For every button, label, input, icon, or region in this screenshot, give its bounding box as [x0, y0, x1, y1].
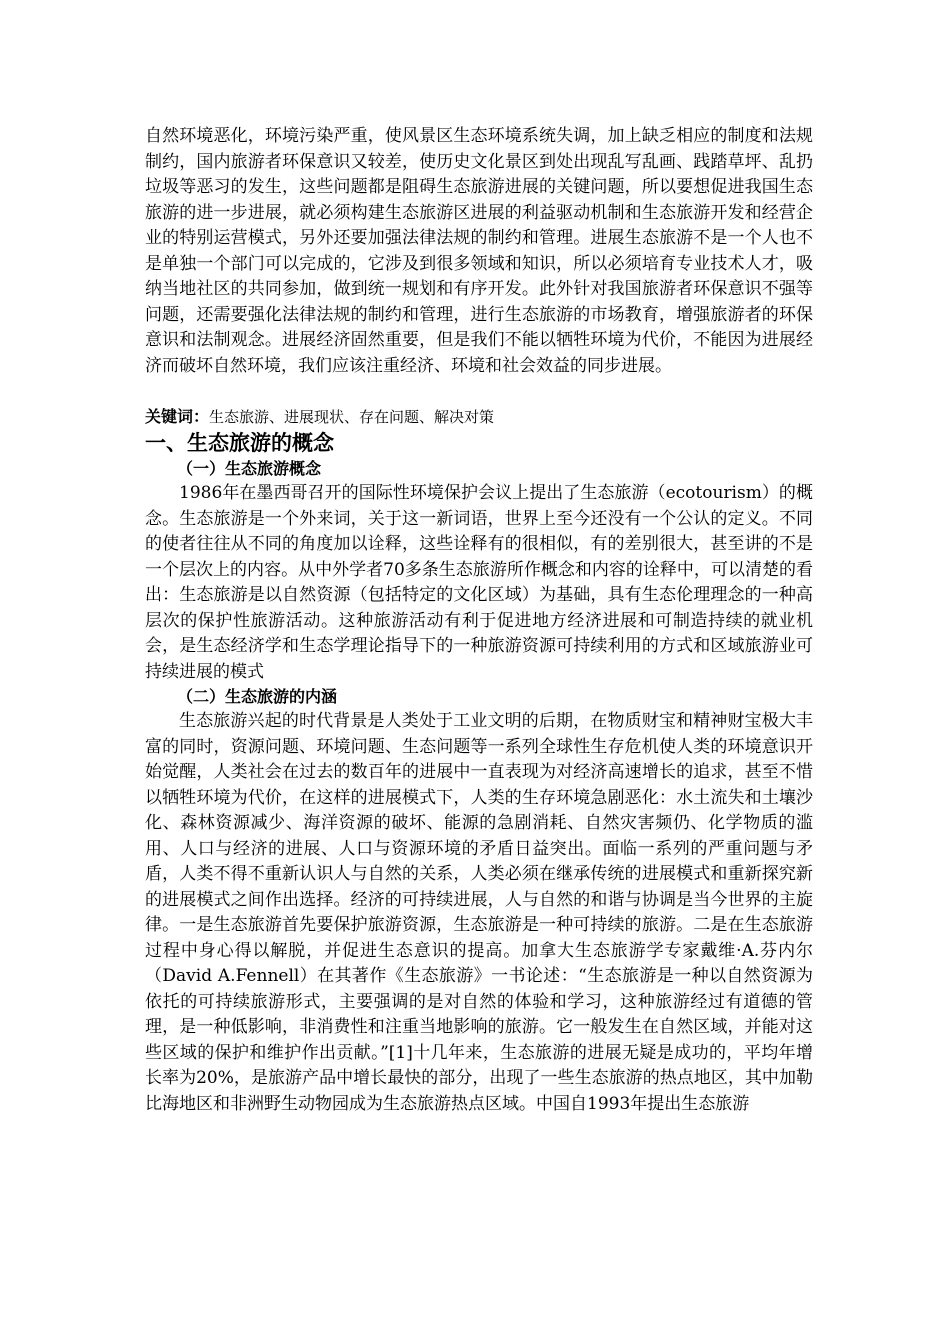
- subsection-title-2: （二）生态旅游的内涵: [177, 687, 338, 706]
- subsection-paragraph-2: 生态旅游兴起的时代背景是人类处于工业文明的后期，在物质财宝和精神财宝极大丰富的同时，资源问题、环境问题、生态问题等一系列全球性生存危机使人类的环境意识开始觉醒，人类社会在过去的数百年的进展中一直表现为对经济高速增长的追求，甚至不惜以牺牲环境为代价，在这样的进展模式下，人类的生存环境急剧恶化：水土流失和土壤沙化、森林资源减少、海洋资源的破坏、能源的急剧消耗、自然灾害频仍、化学物质的滥用、人口与经济的进展、人口与资源环境的矛盾日益突出。面临一系列的严重问题与矛盾，人类不得不重新认识人与自然的关系，人类必须在继承传统的进展模式和重新探究新的进展模式之间作出选择。经济的可持续进展，人与自然的和谐与协调是当今世界的主旋律。一是生态旅游首先要保护旅游资源，生态旅游是一种可持续的旅游。二是在生态旅游过程中身心得以解脱，并促进生态意识的提高。加拿大生态旅游学专家戴维·A.芬内尔（David A.Fennell）在其著作《生态旅游》一书论述：“生态旅游是一种以自然资源为依托的可持续旅游形式，主要强调的是对自然的体验和学习，这种旅游经过有道德的管理，是一种低影响，非消费性和注重当地影响的旅游。它一般发生在自然区域，并能对这些区域的保护和维护作出贡献。”[1]十几年来，生态旅游的进展无疑是成功的，平均年增长率为20%，是旅游产品中增长最快的部分，出现了一些生态旅游的热点地区，其中加勒比海地区和非洲野生动物园成为生态旅游热点区域。中国自1993年提出生态旅游: [145, 711, 813, 1114]
- document-page: [145, 124, 813, 1117]
- keywords-label: 关键词：: [145, 407, 210, 426]
- subsection-paragraph-1: 1986年在墨西哥召开的国际性环境保护会议上提出了生态旅游（ecotourism）的概念。生态旅游是一个外来词，关于这一新词语，世界上至今还没有一个公认的定义。不同的使者往往从不同的角度加以诠释，这些诠释有的很相似，有的差别很大，甚至讲的不是一个层次上的内容。从中外学者70多条生态旅游所作概念和内容的诠释中，可以清楚的看出：生态旅游是以自然资源（包括特定的文化区域）为基础，具有生态伦理理念的一种高层次的保护性旅游活动。这种旅游活动有利于促进地方经济进展和可制造持续的就业机会，是生态经济学和生态学理论指导下的一种旅游资源可持续利用的方式和区域旅游业可持续进展的模式: [145, 483, 813, 682]
- intro-paragraph: 自然环境恶化，环境污染严重，使风景区生态环境系统失调，加上缺乏相应的制度和法规制约，国内旅游者环保意识又较差，使历史文化景区到处出现乱写乱画、践踏草坪、乱扔垃圾等恶习的发生，这些问题都是阻碍生态旅游进展的关键问题，所以要想促进我国生态旅游的进一步进展，就必须构建生态旅游区进展的利益驱动机制和生态旅游开发和经营企业的特别运营模式，另外还要加强法律法规的制约和管理。进展生态旅游不是一个人也不是单独一个部门可以完成的，它涉及到很多领域和知识，所以必须培育专业技术人才，吸纳当地社区的共同参加，做到统一规划和有序开发。此外针对我国旅游者环保意识不强等问题，还需要强化法律法规的制约和管理，进行生态旅游的市场教育，增强旅游者的环保意识和法制观念。进展经济固然重要，但是我们不能以牺牲环境为代价，不能因为进展经济而破坏自然环境，我们应该注重经济、环境和社会效益的同步进展。: [145, 126, 813, 376]
- subsection-title-1: （一）生态旅游概念: [177, 459, 322, 478]
- keywords-line: [145, 405, 813, 429]
- keywords-value: 生态旅游、进展现状、存在问题、解决对策: [209, 408, 495, 426]
- section-title: 一、生态旅游的概念: [145, 431, 334, 455]
